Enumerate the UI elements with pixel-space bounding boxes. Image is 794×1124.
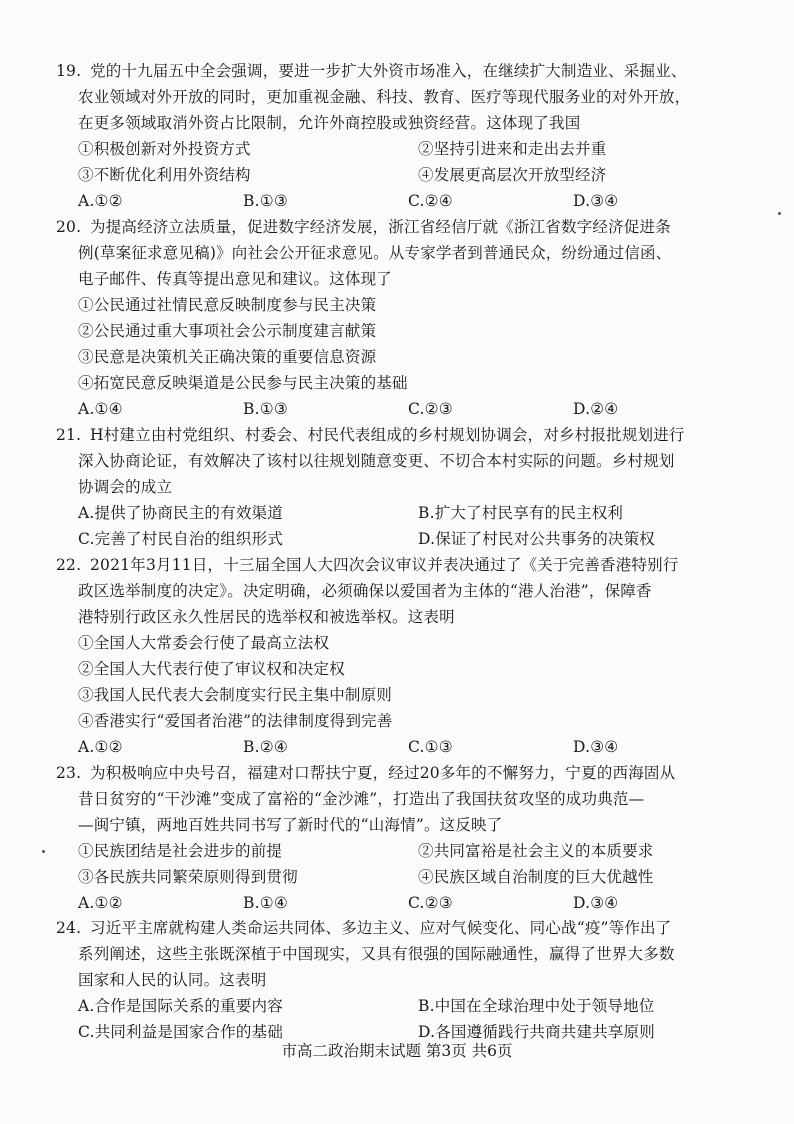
option-c: C.②③ [408, 400, 453, 418]
statement: ②全国人大代表行使了审议权和决定权 [78, 660, 345, 678]
question-number: 23. [56, 764, 82, 782]
option-a: A.①② [78, 738, 123, 756]
statement: ③我国人民代表大会制度实行民主集中制原则 [78, 686, 393, 704]
statement: ②公民通过重大事项社会公示制度建言献策 [78, 322, 377, 340]
option-b: B.①③ [243, 400, 288, 418]
question-stem-line: 国家和人民的认同。这表明 [78, 971, 267, 989]
option-a: A.①② [78, 192, 123, 210]
question-stem-line: 例(草案征求意见稿)》向社会公开征求意见。从专家学者到普通民众，纷纷通过信函、 [78, 244, 672, 262]
statement: ①积极创新对外投资方式 [78, 140, 251, 158]
question-21 [56, 422, 756, 552]
option-b: B.①③ [243, 192, 288, 210]
statement: ①全国人大常委会行使了最高立法权 [78, 634, 330, 652]
question-stem-line: 在更多领域取消外资占比限制，允许外商控股或独资经营。这体现了我国 [78, 114, 581, 132]
question-number: 20. [56, 218, 82, 236]
option-b: B.扩大了村民享有的民主权利 [418, 504, 624, 522]
question-number: 22. [56, 556, 82, 574]
question-stem-line: 深入协商论证，有效解决了该村以往规划随意变更、不切合本村实际的问题。乡村规划 [78, 452, 675, 470]
statement: ①民族团结是社会进步的前提 [78, 842, 283, 860]
option-a: A.提供了协商民主的有效渠道 [78, 504, 283, 522]
question-24 [56, 915, 756, 1045]
option-a: A.①④ [78, 400, 123, 418]
question-stem-line: 系列阐述，这些主张既深植于中国现实，又具有很强的国际融通性，赢得了世界大多数 [78, 945, 675, 963]
question-23 [56, 760, 756, 916]
question-stem-line: 电子邮件、传真等提出意见和建议。这体现了 [78, 270, 393, 288]
question-stem-line: 为积极响应中央号召，福建对口帮扶宁夏，经过20多年的不懈努力，宁夏的西海固从 [90, 764, 676, 782]
question-stem-line: H村建立由村党组织、村委会、村民代表组成的乡村规划协调会，对乡村报批规划进行 [90, 426, 685, 444]
scan-speck [42, 850, 45, 853]
question-22 [56, 552, 756, 760]
statement: ④发展更高层次开放型经济 [418, 166, 607, 184]
question-20 [56, 214, 756, 422]
question-stem-line: 港特别行政区永久性居民的选举权和被选举权。这表明 [78, 608, 455, 626]
scan-speck [778, 212, 781, 215]
statement: ①公民通过社情民意反映制度参与民主决策 [78, 296, 377, 314]
question-stem-line: 党的十九届五中全会强调，要进一步扩大外资市场准入，在继续扩大制造业、采掘业、 [90, 62, 687, 80]
option-d: D.保证了村民对公共事务的决策权 [418, 530, 656, 548]
option-c: C.②③ [408, 894, 453, 912]
option-c: C.①③ [408, 738, 453, 756]
option-d: D.③④ [573, 894, 619, 912]
question-number: 21. [56, 426, 82, 444]
option-d: D.②④ [573, 400, 619, 418]
statement: ④拓宽民意反映渠道是公民参与民主决策的基础 [78, 374, 408, 392]
question-stem-line: 协调会的成立 [78, 478, 173, 496]
option-d: D.各国遵循践行共商共建共享原则 [418, 1023, 656, 1041]
option-b: B.②④ [243, 738, 288, 756]
question-stem-line: —闽宁镇，两地百姓共同书写了新时代的“山海情”。这反映了 [78, 816, 503, 834]
question-stem-line: 习近平主席就构建人类命运共同体、多边主义、应对气候变化、同心战“疫”等作出了 [90, 919, 672, 937]
question-stem-line: 农业领域对外开放的同时，更加重视金融、科技、教育、医疗等现代服务业的对外开放， [78, 88, 691, 106]
question-stem-line: 政区选举制度的决定》。决定明确，必须确保以爱国者为主体的“港人治港”，保障香 [78, 582, 652, 600]
option-d: D.③④ [573, 738, 619, 756]
option-b: B.①④ [243, 894, 288, 912]
question-stem-line: 2021年3月11日，十三届全国人大四次会议审议并表决通过了《关于完善香港特别行 [90, 556, 679, 574]
option-a: A.①② [78, 894, 123, 912]
statement: ③各民族共同繁荣原则得到贯彻 [78, 868, 298, 886]
option-c: C.共同利益是国家合作的基础 [78, 1023, 284, 1041]
option-c: C.完善了村民自治的组织形式 [78, 530, 284, 548]
statement: ④香港实行“爱国者治港”的法律制度得到完善 [78, 712, 393, 730]
question-stem-line: 昔日贫穷的“干沙滩”变成了富裕的“金沙滩”，打造出了我国扶贫攻坚的成功典范— [78, 790, 645, 808]
option-c: C.②④ [408, 192, 453, 210]
option-b: B.中国在全球治理中处于领导地位 [418, 997, 655, 1015]
statement: ②共同富裕是社会主义的本质要求 [418, 842, 654, 860]
question-stem-line: 为提高经济立法质量，促进数字经济发展，浙江省经信厅就《浙江省数字经济促进条 [90, 218, 671, 236]
question-19 [56, 58, 756, 214]
statement: ③民意是决策机关正确决策的重要信息资源 [78, 348, 377, 366]
question-number: 24. [56, 919, 82, 937]
statement: ②坚持引进来和走出去并重 [418, 140, 607, 158]
question-number: 19. [56, 62, 82, 80]
statement: ④民族区域自治制度的巨大优越性 [418, 868, 654, 886]
option-a: A.合作是国际关系的重要内容 [78, 997, 283, 1015]
statement: ③不断优化利用外资结构 [78, 166, 251, 184]
option-d: D.③④ [573, 192, 619, 210]
page-footer: 市高二政治期末试题 第3页 共6页 [281, 1042, 513, 1060]
